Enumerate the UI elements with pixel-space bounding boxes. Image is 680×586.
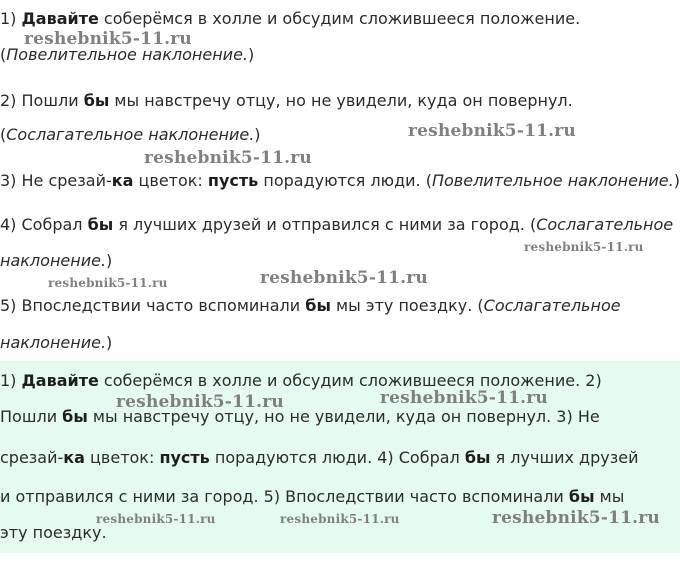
summary-line-1: 1) Давайте соберёмся в холле и обсудим сложившееся положение. 2) bbox=[0, 371, 602, 390]
highlight-word: бы bbox=[87, 215, 114, 234]
sentence-3: 3) Не срезай-ка цветок: пусть порадуются люди. (Повелительное наклонение.) bbox=[0, 171, 680, 190]
watermark: reshebnik5-11.ru bbox=[260, 268, 428, 288]
highlight-word: Давайте bbox=[21, 9, 99, 28]
watermark: reshebnik5-11.ru bbox=[96, 512, 216, 526]
watermark: reshebnik5-11.ru bbox=[116, 392, 284, 412]
highlight-word: бы bbox=[305, 296, 331, 315]
summary-line-4: и отправился с ними за город. 5) Впоследствии часто вспоминали бы мы bbox=[0, 487, 625, 506]
watermark: reshebnik5-11.ru bbox=[408, 121, 576, 141]
watermark: reshebnik5-11.ru bbox=[48, 276, 168, 290]
watermark: reshebnik5-11.ru bbox=[144, 148, 312, 168]
mood-label-4: наклонение.) bbox=[0, 251, 113, 270]
watermark: reshebnik5-11.ru bbox=[380, 388, 548, 408]
mood-label-5: наклонение.) bbox=[0, 333, 113, 352]
highlight-word: бы bbox=[83, 91, 110, 110]
summary-line-5: эту поездку. bbox=[0, 523, 107, 542]
sentence-4: 4) Собрал бы я лучших друзей и отправился с ними за город. (Сослагательное bbox=[0, 215, 674, 234]
highlight-word: пусть bbox=[207, 171, 259, 190]
mood-label-2: (Сослагательное наклонение.) bbox=[0, 125, 261, 144]
summary-line-2: Пошли бы мы навстречу отцу, но не увидели, куда он повернул. 3) Не bbox=[0, 407, 600, 426]
watermark: reshebnik5-11.ru bbox=[492, 508, 660, 528]
summary-line-3: срезай-ка цветок: пусть порадуются люди. 4) Собрал бы я лучших друзей bbox=[0, 448, 639, 467]
sentence-5: 5) Впоследствии часто вспоминали бы мы эту поездку. (Сослагательное bbox=[0, 296, 621, 315]
highlight-word: ка bbox=[111, 171, 134, 190]
mood-label-1: (Повелительное наклонение.) bbox=[0, 45, 255, 64]
watermark: reshebnik5-11.ru bbox=[280, 512, 400, 526]
sentence-2: 2) Пошли бы мы навстречу отцу, но не увидели, куда он повернул. bbox=[0, 91, 573, 110]
watermark: reshebnik5-11.ru bbox=[24, 29, 192, 49]
sentence-1: 1) Давайте соберёмся в холле и обсудим сложившееся положение. bbox=[0, 9, 581, 28]
watermark: reshebnik5-11.ru bbox=[524, 240, 644, 254]
